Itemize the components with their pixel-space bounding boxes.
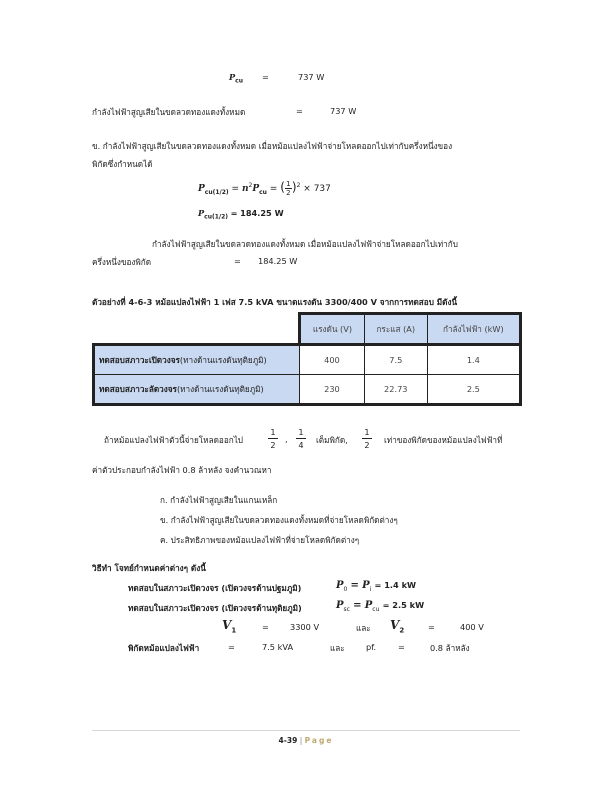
value: 7.5 kVA bbox=[262, 642, 294, 652]
equals: = bbox=[350, 580, 359, 591]
table-header-row bbox=[94, 314, 521, 345]
fraction bbox=[285, 180, 292, 197]
page-number: 4-39 bbox=[278, 736, 298, 745]
equals: = bbox=[296, 106, 303, 116]
numerator: 1 bbox=[286, 180, 291, 188]
text-line: กำลังไฟฟ้าสูญเสียในขดลวดทองแดงทั้งหมด bbox=[92, 107, 246, 117]
symbol: P bbox=[336, 580, 344, 591]
v1-symbol bbox=[222, 618, 236, 634]
numerator: 1 bbox=[270, 427, 276, 437]
paragraph-line: ครึ่งหนึ่งของพิกัด bbox=[92, 257, 152, 267]
symbol: V bbox=[390, 618, 400, 632]
symbol: n bbox=[241, 184, 249, 194]
list-item: ข. กำลังไฟฟ้าสูญเสียในขดลวดทองแดงทั้งหมดที่จ่ายโหลดพิกัดต่างๆ bbox=[160, 515, 398, 525]
column-header: กำลังไฟฟ้า (kW) bbox=[427, 314, 520, 345]
equals: = bbox=[262, 622, 269, 632]
table-row bbox=[94, 345, 521, 375]
formula-half-load-result bbox=[198, 208, 284, 221]
equals: = bbox=[234, 256, 241, 266]
pf-label: pf. bbox=[366, 642, 377, 652]
symbol-sub: cu bbox=[372, 606, 380, 613]
value: 3300 V bbox=[290, 622, 320, 632]
denominator: 4 bbox=[298, 440, 304, 450]
fraction-bar bbox=[268, 438, 278, 439]
equals: = bbox=[428, 622, 435, 632]
denominator: 2 bbox=[270, 440, 276, 450]
superscript: 2 bbox=[296, 182, 301, 189]
column-header: แรงดัน (V) bbox=[300, 314, 365, 345]
row-label: ทดสอบสภาวะเปิดวงจร bbox=[99, 354, 180, 365]
question-text: ถ้าหม้อแปลงไฟฟ้าตัวนี้จ่ายโหลดออกไป bbox=[104, 435, 244, 445]
value: 0.8 ล้าหลัง bbox=[430, 643, 470, 653]
conjunction: และ bbox=[356, 623, 371, 633]
table-row bbox=[94, 375, 521, 405]
pcu-equation bbox=[229, 72, 243, 85]
value: × 737 bbox=[303, 184, 331, 194]
row-header bbox=[94, 375, 300, 405]
paren: ( bbox=[280, 180, 285, 194]
paren: ) bbox=[291, 180, 297, 194]
symbol-sub: sc bbox=[343, 606, 350, 613]
table-corner bbox=[94, 314, 300, 345]
symbol-sub: cu(1/2) bbox=[204, 188, 229, 196]
sc-test-label: ทดสอบในสภาวะเปิดวงจร (เปิดวงจรด้านทุติยภูมิ) bbox=[128, 603, 302, 613]
denominator: 2 bbox=[286, 189, 291, 197]
symbol: P bbox=[336, 600, 344, 611]
value: 400 V bbox=[460, 622, 484, 632]
value: = 2.5 kW bbox=[382, 600, 425, 610]
row-note: (ทางด้านแรงดันทุติยภูมิ) bbox=[176, 383, 264, 394]
fraction-bar bbox=[296, 438, 306, 439]
value: 737 W bbox=[298, 72, 325, 82]
symbol-sub: cu(1/2) bbox=[204, 213, 229, 221]
row-note: (ทางด้านแรงดันทุติยภูมิ) bbox=[179, 354, 267, 365]
table-cell: 2.5 bbox=[427, 375, 520, 405]
footer-separator: | bbox=[299, 736, 303, 745]
row-header bbox=[94, 345, 300, 375]
footer-divider bbox=[92, 730, 520, 731]
column-header: กระแส (A) bbox=[364, 314, 427, 345]
symbol: V bbox=[222, 618, 232, 632]
table-cell: 1.4 bbox=[427, 345, 520, 375]
table-cell: 22.73 bbox=[364, 375, 427, 405]
value: 737 W bbox=[330, 106, 357, 116]
paragraph-line: กำลังไฟฟ้าสูญเสียในขดลวดทองแดงทั้งหมด เมื่อหม้อแปลงไฟฟ้าจ่ายโหลดออกไปเท่ากับ bbox=[152, 239, 458, 249]
example-heading: ตัวอย่างที่ 4-6-3 หม้อแปลงไฟฟ้า 1 เฟส 7.5 kVA ขนาดแรงดัน 3300/400 V จากการทดสอบ มีดังนี้ bbox=[92, 297, 458, 307]
fraction-quarter bbox=[296, 427, 306, 450]
question-text: ค่าตัวประกอบกำลังไฟฟ้า 0.8 ล้าหลัง จงคำนวณหา bbox=[92, 465, 272, 475]
conjunction: และ bbox=[330, 643, 345, 653]
equals: = bbox=[228, 642, 235, 652]
symbol-sub: 0 bbox=[343, 586, 348, 593]
superscript: 2 bbox=[248, 182, 253, 189]
value: 184.25 W bbox=[240, 208, 284, 218]
table-cell: 7.5 bbox=[364, 345, 427, 375]
fraction-half bbox=[268, 427, 278, 450]
footer-page-word: Page bbox=[304, 736, 334, 745]
formula-half-load bbox=[198, 180, 331, 197]
page-footer bbox=[0, 736, 612, 745]
paragraph-line: พิกัดซึ่งกำหนดได้ bbox=[92, 159, 153, 169]
symbol-sub: 1 bbox=[231, 626, 237, 635]
table-cell: 230 bbox=[300, 375, 365, 405]
symbol: P bbox=[364, 600, 373, 611]
list-item: ค. ประสิทธิภาพของหม้อแปลงไฟฟ้าที่จ่ายโหลดพิกัดต่างๆ bbox=[160, 535, 360, 545]
sc-test-formula bbox=[336, 600, 424, 613]
symbol: P bbox=[198, 184, 205, 194]
symbol-sub: cu bbox=[259, 188, 267, 196]
oc-test-formula bbox=[336, 580, 416, 593]
symbol-sub: cu bbox=[235, 77, 243, 85]
value: 184.25 W bbox=[258, 256, 298, 266]
equals: = bbox=[262, 72, 269, 82]
solution-title: วิธีทำ โจทย์กำหนดค่าต่างๆ ดังนี้ bbox=[92, 563, 206, 573]
value: = 1.4 kW bbox=[374, 580, 417, 590]
question-text: เท่าของพิกัดของหม้อแปลงไฟฟ้าที่ bbox=[384, 435, 503, 445]
numerator: 1 bbox=[298, 427, 304, 437]
symbol: P bbox=[252, 184, 260, 194]
fraction-bar bbox=[362, 438, 372, 439]
question-text: เต็มพิกัด, bbox=[316, 435, 348, 445]
oc-test-label: ทดสอบในสภาวะเปิดวงจร (เปิดวงจรด้านปฐมภูมิ) bbox=[128, 583, 302, 593]
symbol: P bbox=[229, 72, 236, 82]
equals: = bbox=[398, 642, 405, 652]
equals: = bbox=[231, 184, 240, 194]
row-label: ทดสอบสภาวะลัดวงจร bbox=[99, 383, 177, 394]
table-cell: 400 bbox=[300, 345, 365, 375]
equals: = bbox=[230, 208, 238, 218]
symbol: P bbox=[362, 580, 370, 591]
equals: = bbox=[353, 600, 362, 611]
denominator: 2 bbox=[364, 440, 370, 450]
fraction-half-2 bbox=[362, 427, 372, 450]
rating-label: พิกัดหม้อแปลงไฟฟ้า bbox=[128, 643, 200, 653]
test-results-table bbox=[92, 312, 522, 406]
v2-symbol bbox=[390, 618, 404, 634]
comma: , bbox=[285, 434, 288, 444]
numerator: 1 bbox=[364, 427, 370, 437]
equals: = bbox=[269, 184, 278, 194]
symbol: P bbox=[198, 208, 205, 218]
list-item: ก. กำลังไฟฟ้าสูญเสียในแกนเหล็ก bbox=[160, 495, 278, 505]
symbol-sub: i bbox=[369, 586, 372, 593]
symbol-sub: 2 bbox=[399, 626, 405, 635]
paragraph-line: ข. กำลังไฟฟ้าสูญเสียในขดลวดทองแดงทั้งหมด เมื่อหม้อแปลงไฟฟ้าจ่ายโหลดออกไปเท่ากับครึ่งหนึ่งของ bbox=[92, 141, 453, 151]
